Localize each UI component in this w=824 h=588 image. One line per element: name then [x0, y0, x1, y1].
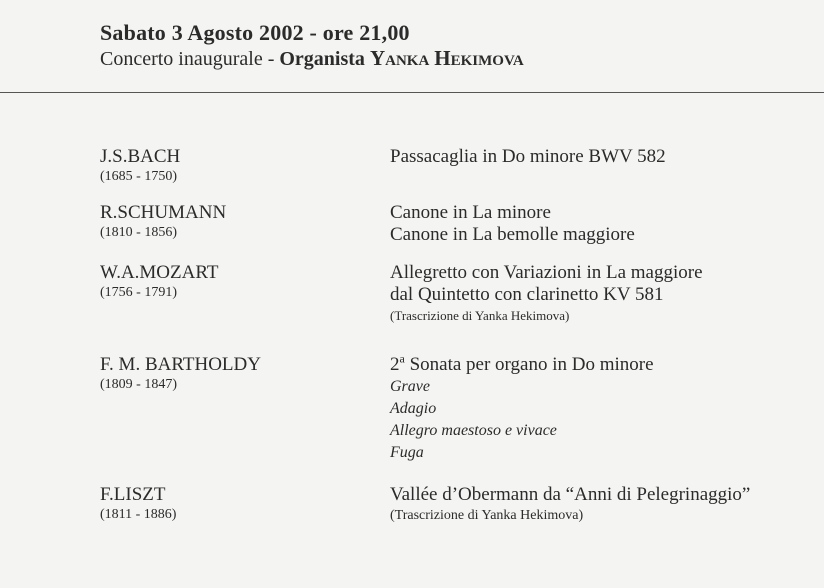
- movement: Allegro maestoso e vivace: [390, 422, 557, 439]
- composer-name: F.LISZT: [100, 484, 166, 505]
- piece-title: Passacaglia in Do minore BWV 582: [390, 146, 666, 167]
- organist-name-initial: Y: [369, 46, 386, 70]
- header-divider: [0, 92, 824, 93]
- piece-title: Vallée d’Obermann da “Anni di Pelegrinaggio”: [390, 484, 751, 505]
- piece-title: Allegretto con Variazioni in La maggiore: [390, 262, 703, 283]
- composer-name: W.A.MOZART: [100, 262, 219, 283]
- program-entry: [100, 484, 820, 544]
- piece-title: Canone in La minore: [390, 202, 551, 223]
- composer-dates: (1756 - 1791): [100, 285, 177, 300]
- piece-title: [390, 351, 820, 376]
- movement: Grave: [390, 378, 430, 395]
- organist-surname-initial: H: [434, 46, 451, 70]
- transcription-note: (Trascrizione di Yanka Hekimova): [390, 508, 584, 523]
- program-entry: [100, 351, 820, 484]
- organist-name-rest: ANKA: [385, 53, 430, 69]
- composer-name: J.S.BACH: [100, 146, 181, 167]
- organist-word: Organista: [279, 48, 365, 70]
- composer-name: F. M. BARTHOLDY: [100, 354, 261, 375]
- program-entry: [100, 202, 820, 262]
- composer-dates: (1811 - 1886): [100, 507, 177, 522]
- concert-header: [100, 20, 524, 73]
- movement: Fuga: [390, 444, 424, 461]
- program-list: [100, 146, 820, 544]
- piece-title: dal Quintetto con clarinetto KV 581: [390, 284, 664, 305]
- transcription-note: (Trascrizione di Yanka Hekimova): [390, 308, 570, 323]
- piece-title: Canone in La bemolle maggiore: [390, 224, 635, 245]
- sonata-number-ordinal: a: [399, 351, 405, 366]
- program-entry: [100, 146, 820, 202]
- movement: Adagio: [390, 400, 437, 417]
- sonata-title: Sonata per organo in Do minore: [404, 354, 654, 375]
- composer-name: R.SCHUMANN: [100, 202, 227, 223]
- concert-date: Sabato 3 Agosto 2002 - ore 21,00: [100, 20, 410, 45]
- composer-dates: (1809 - 1847): [100, 377, 177, 392]
- composer-dates: (1685 - 1750): [100, 169, 177, 184]
- concert-label: Concerto inaugurale -: [100, 48, 280, 70]
- sonata-number: 2: [390, 354, 400, 375]
- organist-surname-rest: EKIMOVA: [450, 53, 524, 69]
- concert-subtitle: [100, 46, 524, 73]
- program-entry: [100, 262, 820, 354]
- composer-dates: (1810 - 1856): [100, 225, 177, 240]
